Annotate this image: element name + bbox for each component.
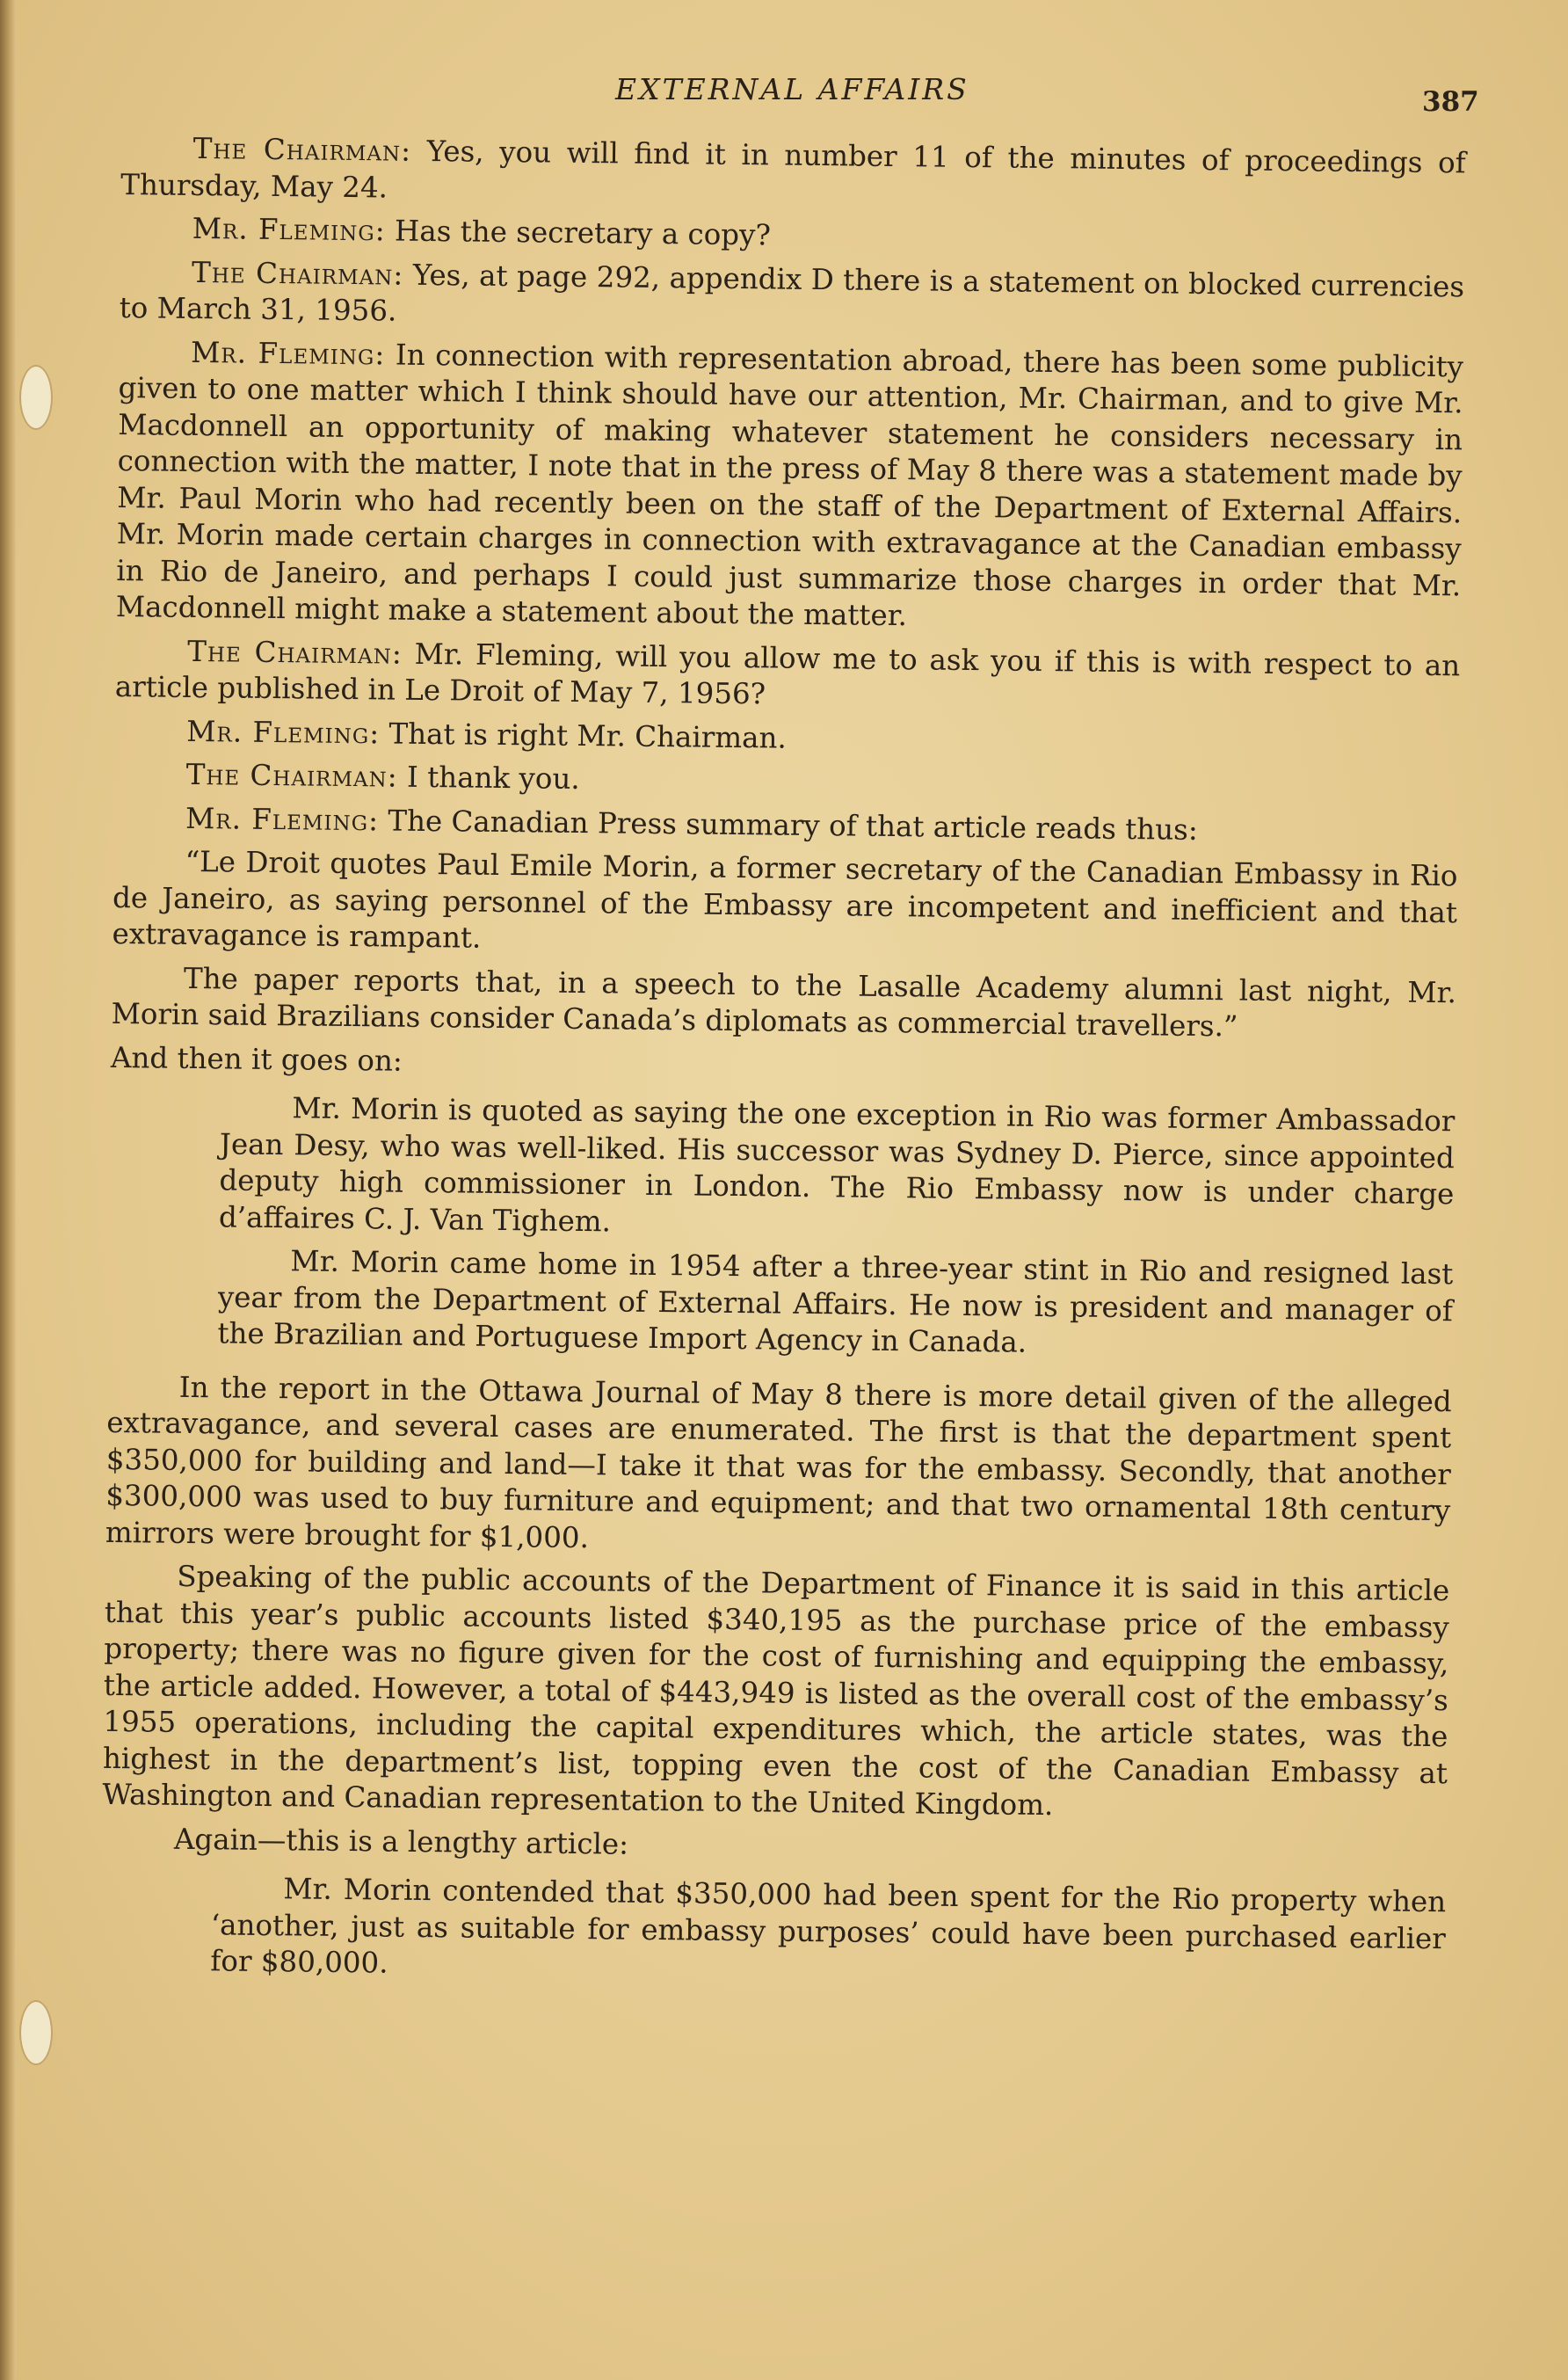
paragraph: The Chairman: Mr. Fleming, will you allow me to ask you if this is with respect to an article published in Le Droit of May 7, 1956? [114,634,1461,711]
quoted-paragraph: “Le Droit quotes Paul Emile Morin, a former secretary of the Canadian Embassy in Rio de Janeiro, as saying personnel of the Embassy are incompetent and inefficient and that extravagance is rampant. [112,844,1458,955]
speaker-label: The Chairman: [187,634,403,671]
speaker-label: Mr. Fleming: [185,801,380,837]
block-quote-paragraph: Mr. Morin contended that $350,000 had been spent for the Rio property when ‘another, just as suitable for embassy purposes’ could have been purchased earlier for $80,000. [210,1872,1447,1980]
paragraph: Mr. Fleming: In connection with representation abroad, there has been some publicity given to one matter which I think should have our attention, Mr. Chairman, and to give Mr. Macdonnell an opportunity of making whatever statement he considers necessary in connection with the matter, I note that in the press of May 8 there was a statement made by Mr. Paul Morin who had recently been on the staff of the Department of External Affairs. Mr. Morin made certain charges in connection with extravagance at the Canadian embassy in Rio de Janeiro, and perhaps I could just summarize those charges in order that Mr. Macdonnell might make a statement about the matter. [115,335,1464,633]
page-number: 387 [1422,86,1479,118]
page-header [0,72,1568,116]
paragraph: And then it goes on: [110,1040,403,1078]
paragraph: The Chairman: Yes, at page 292, appendix D there is a statement on blocked currencies to March 31, 1956. [119,255,1465,328]
paragraph: Speaking of the public accounts of the Department of Finance it is said in this article that this year’s public accounts listed $340,195 as the purchase price of the embassy property; there was no figure given for the cost of furnishing and equipping the embassy, the article added. However, a total of $443,949 is listed as the overall cost of the embassy’s 1955 operations, including the capital expenditures which, the article states, was the highest in the department’s list, topping even the cost of the Canadian Embassy at Washington and Canadian representation to the United Kingdom. [102,1559,1450,1823]
running-title: EXTERNAL AFFAIRS [615,72,969,106]
paragraph: Mr. Fleming: Has the secretary a copy? [192,211,772,252]
binding-edge [0,0,16,2380]
page-body [100,130,1466,2012]
paragraph: In the report in the Ottawa Journal of May 8 there is more detail given of the alleged extravagance, and several cases are enumerated. The first is that the department spent $350,000 for building and land—I take it that was for the embassy. Secondly, that another $300,000 was used to buy furniture and equipment; and that two ornamental 18th century mirrors were brought for $1,000. [105,1370,1452,1554]
paragraph: Mr. Fleming: That is right Mr. Chairman. [186,714,788,755]
speaker-label: The Chairman: [191,255,404,292]
punch-hole [19,2000,53,2065]
speaker-label: Mr. Fleming: [186,714,381,750]
quoted-paragraph: The paper reports that, in a speech to the Lasalle Academy alumni last night, Mr. Morin said Brazilians consider Canada’s diplomats as commercial travellers.” [111,961,1457,1044]
speaker-label: The Chairman: [192,131,412,168]
punch-hole [19,365,53,430]
block-quote [107,1088,1455,1366]
speaker-label: Mr. Fleming: [190,335,386,371]
speaker-label: The Chairman: [185,757,398,794]
paragraph: The Chairman: I thank you. [185,757,580,796]
block-quote-paragraph: Mr. Morin came home in 1954 after a three-year stint in Rio and resigned last year from the Department of External Affairs. He now is president and manager of the Brazilian and Portuguese Import Agency in Canada. [217,1244,1454,1359]
block-quote [100,1869,1446,1994]
paragraph: The Chairman: Yes, you will find it in number 11 of the minutes of proceedings of Thursday, May 24. [120,131,1466,204]
paragraph: Mr. Fleming: The Canadian Press summary of that article reads thus: [185,801,1199,847]
paragraph: Again—this is a lengthy article: [173,1822,629,1861]
speaker-label: Mr. Fleming: [192,211,386,248]
block-quote-paragraph: Mr. Morin is quoted as saying the one exception in Rio was former Ambassador Jean Desy, who was well-liked. His successor was Sydney D. Pierce, since appointed deputy high commissioner in London. The Rio Embassy now is under charge d’affaires C. J. Van Tighem. [218,1091,1455,1238]
